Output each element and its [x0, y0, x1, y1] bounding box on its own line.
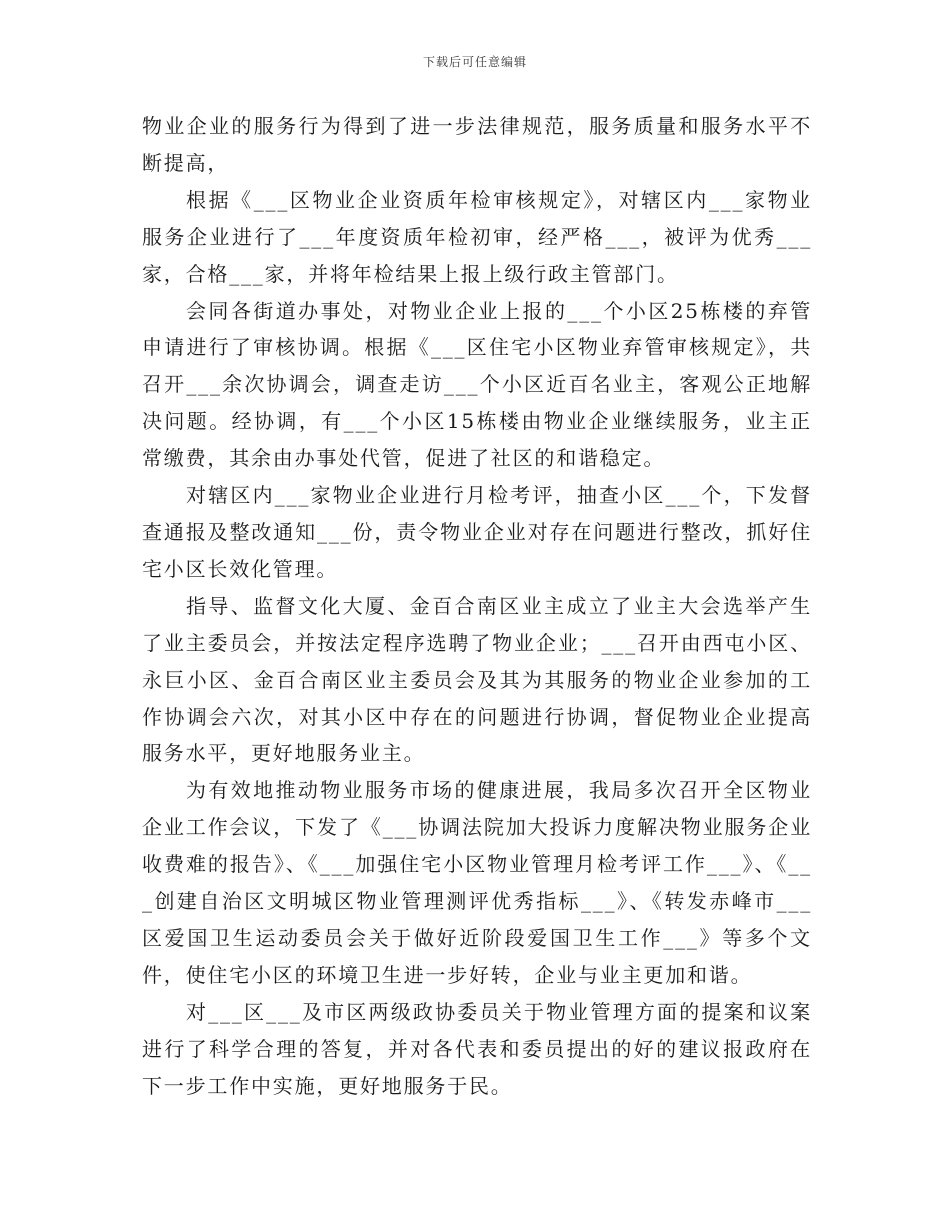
paragraph-1: 物业企业的服务行为得到了进一步法律规范，服务质量和服务水平不断提高， [142, 114, 812, 175]
paragraph-3: 会同各街道办事处，对物业企业上报的___个小区25栋楼的弃管申请进行了审核协调。根据《___区住宅小区物业弃管审核规定》，共召开___余次协调会，调查走访___个小区近百名业主，客观公正地解决问题。经协调，有___个小区15栋楼由物业企业继续服务，业主正常缴费，其余由办事处代管，促进了社区的和谐稳定。 [142, 298, 812, 471]
page-header: 下载后可任意编辑 [422, 55, 527, 69]
document-body [142, 108, 812, 1104]
paragraph-5: 指导、监督文化大厦、金百合南区业主成立了业主大会选举产生了业主委员会，并按法定程序选聘了物业企业；___召开由西屯小区、永巨小区、金百合南区业主委员会及其为其服务的物业企业参加的工作协调会六次，对其小区中存在的问题进行协调，督促物业企业提高服务水平，更好地服务业主。 [142, 593, 812, 766]
paragraph-2: 根据《___区物业企业资质年检审核规定》，对辖区内___家物业服务企业进行了___年度资质年检初审，经严格___，被评为优秀___家，合格___家，并将年检结果上报上级行政主管部门。 [142, 187, 812, 286]
paragraph-6: 为有效地推动物业服务市场的健康进展，我局多次召开全区物业企业工作会议，下发了《___协调法院加大投诉力度解决物业服务企业收费难的报告》、《___加强住宅小区物业管理月检考评工作___》、《___创建自治区文明城区物业管理测评优秀指标___》、《转发赤峰市___区爱国卫生运动委员会关于做好近阶段爱国卫生工作___》等多个文件，使住宅小区的环境卫生进一步好转，企业与业主更加和谐。 [142, 778, 812, 987]
paragraph-7: 对___区___及市区两级政协委员关于物业管理方面的提案和议案进行了科学合理的答复，并对各代表和委员提出的好的建议报政府在下一步工作中实施，更好地服务于民。 [142, 999, 812, 1098]
paragraph-4: 对辖区内___家物业企业进行月检考评，抽查小区___个，下发督查通报及整改通知___份，责令物业企业对存在问题进行整改，抓好住宅小区长效化管理。 [142, 483, 812, 581]
